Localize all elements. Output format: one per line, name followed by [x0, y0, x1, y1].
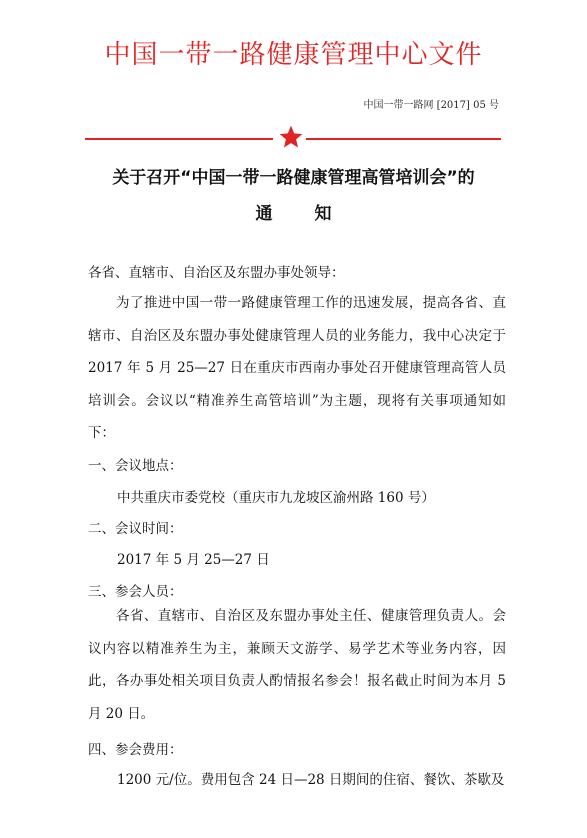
section-4-content: 1200 元/位。费用包含 24 日—28 日期间的住宿、餐饮、茶歇及 — [117, 772, 505, 788]
section-4-heading: 四、参会费用： — [88, 742, 183, 758]
document-header-title: 中国一带一路健康管理中心文件 — [104, 40, 483, 70]
intro-paragraph: 为了推进中国一带一路健康管理工作的迅速发展，提高各省、直辖市、自治区及东盟办事处健康管理人员的业务能力，我中心决定于 2017 年 5 月 25—27 日在重庆市西南办事处召开健康管理高管人员培训会。会议以“精准养生高管培训”为主题，现将有关事项通知如下： — [88, 295, 506, 441]
section-1-content: 中共重庆市委党校（重庆市九龙坡区渝州路 160 号） — [117, 490, 435, 506]
section-2-content: 2017 年 5 月 25—27 日 — [117, 552, 270, 568]
section-3-heading: 三、参会人员： — [88, 584, 183, 600]
section-3-content: 各省、直辖市、自治区及东盟办事处主任、健康管理负责人。会议内容以精准养生为主，兼顾天文游学、易学艺术等业务内容，因此，各办事处相关项目负责人酌情报名参会！报名截止时间为本月 5 月 20 日。 — [88, 608, 506, 722]
section-1-heading: 一、会议地点： — [88, 458, 183, 474]
document-number: 中国一带一路网 [2017] 05 号 — [363, 100, 499, 111]
red-divider-left — [85, 138, 273, 140]
notice-title-subtitle: 通知 — [255, 204, 374, 224]
notice-title: 关于召开“中国一带一路健康管理高管培训会”的 — [112, 168, 475, 188]
red-divider-right — [306, 138, 501, 140]
salutation: 各省、直辖市、自治区及东盟办事处领导： — [88, 265, 345, 281]
section-2-heading: 二、会议时间： — [88, 521, 183, 537]
star-icon — [278, 124, 304, 150]
